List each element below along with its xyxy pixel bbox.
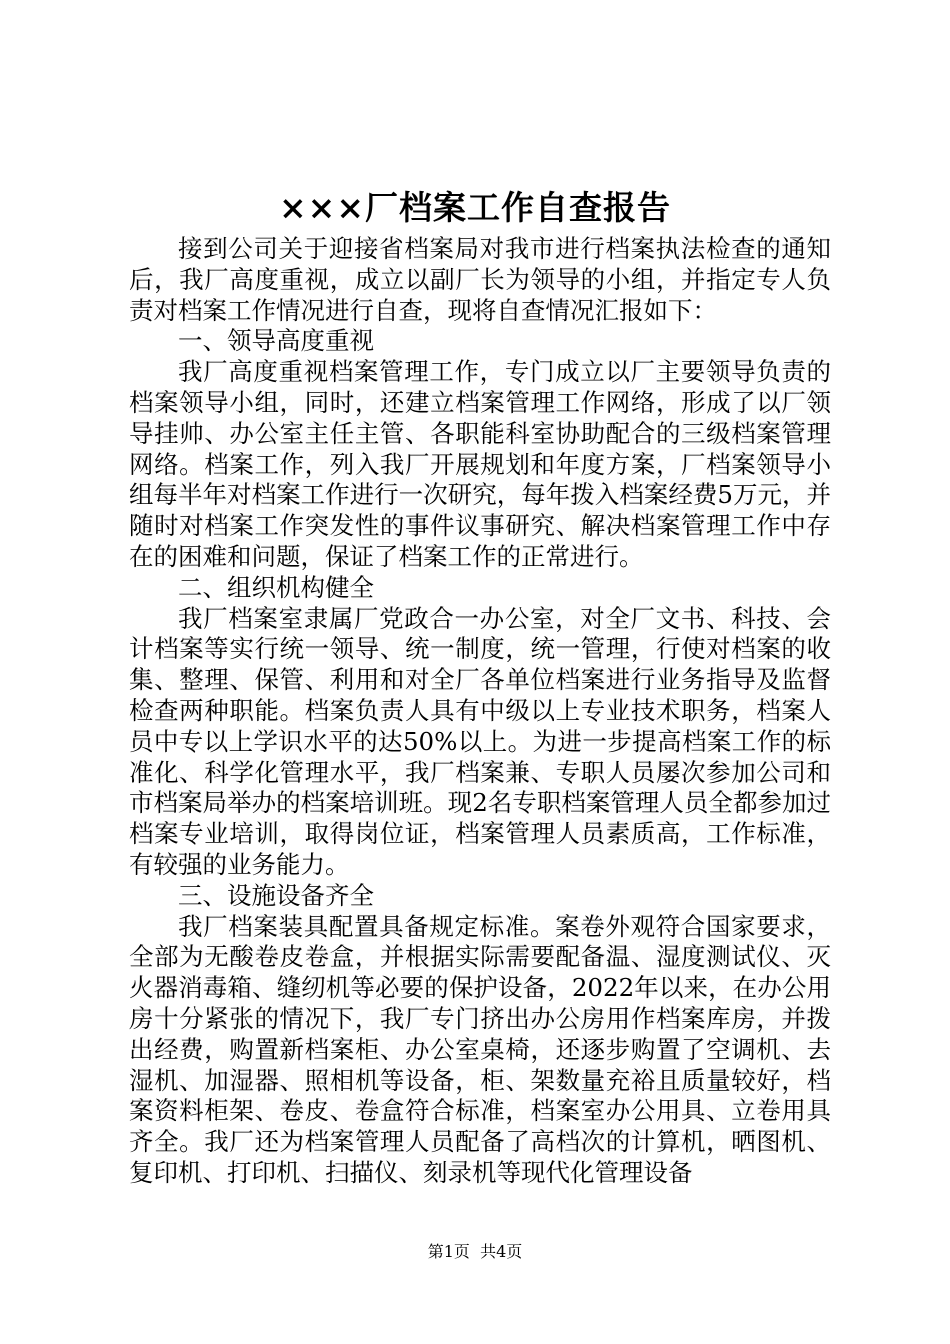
document-title: ×××厂档案工作自查报告 <box>279 188 671 227</box>
section1-heading: 一、领导高度重视 <box>178 326 374 356</box>
section2-heading: 二、组织机构健全 <box>178 572 374 602</box>
page-total: 共4页 <box>480 1242 523 1261</box>
section1-paragraph: 我厂高度重视档案管理工作，专门成立以厂主要领导负责的档案领导小组，同时，还建立档案管理工作网络，形成了以厂领导挂帅、办公室主任主管、各职能科室协助配合的三级档案管理网络。档案工作，列入我厂开展规划和年度方案，厂档案领导小组每半年对档案工作进行一次研究，每年拨入档案经费5万元，并随时对档案工作突发性的事件议事研究、解决档案管理工作中存在的困难和问题，保证了档案工作的正常进行。 <box>129 357 831 571</box>
intro-paragraph: 接到公司关于迎接省档案局对我市进行档案执法检查的通知后，我厂高度重视，成立以副厂长为领导的小组，并指定专人负责对档案工作情况进行自查，现将自查情况汇报如下： <box>129 234 831 325</box>
page-number: 第1页 <box>427 1242 470 1261</box>
section3-paragraph: 我厂档案装具配置具备规定标准。案卷外观符合国家要求，全部为无酸卷皮卷盒，并根据实际需要配备温、湿度测试仪、灭火器消毒箱、缝纫机等必要的保护设备，2022年以来，在办公用房十分紧张的情况下，我厂专门挤出办公房用作档案库房，并拨出经费，购置新档案柜、办公室桌椅，还逐步购置了空调机、去湿机、加湿器、照相机等设备，柜、架数量充裕且质量较好，档案资料柜架、卷皮、卷盒符合标准，档案室办公用具、立卷用具齐全。我厂还为档案管理人员配备了高档次的计算机，晒图机、复印机、打印机、扫描仪、刻录机等现代化管理设备 <box>129 911 831 1187</box>
page-footer <box>0 1241 950 1263</box>
section2-paragraph: 我厂档案室隶属厂党政合一办公室，对全厂文书、科技、会计档案等实行统一领导、统一制度，统一管理，行使对档案的收集、整理、保管、利用和对全厂各单位档案进行业务指导及监督检查两种职能。档案负责人具有中级以上专业技术职务，档案人员中专以上学识水平的达50%以上。为进一步提高档案工作的标准化、科学化管理水平，我厂档案兼、专职人员屡次参加公司和市档案局举办的档案培训班。现2名专职档案管理人员全都参加过档案专业培训，取得岗位证，档案管理人员素质高，工作标准，有较强的业务能力。 <box>129 603 831 879</box>
document-body <box>129 234 831 1189</box>
section3-heading: 三、设施设备齐全 <box>178 880 374 910</box>
